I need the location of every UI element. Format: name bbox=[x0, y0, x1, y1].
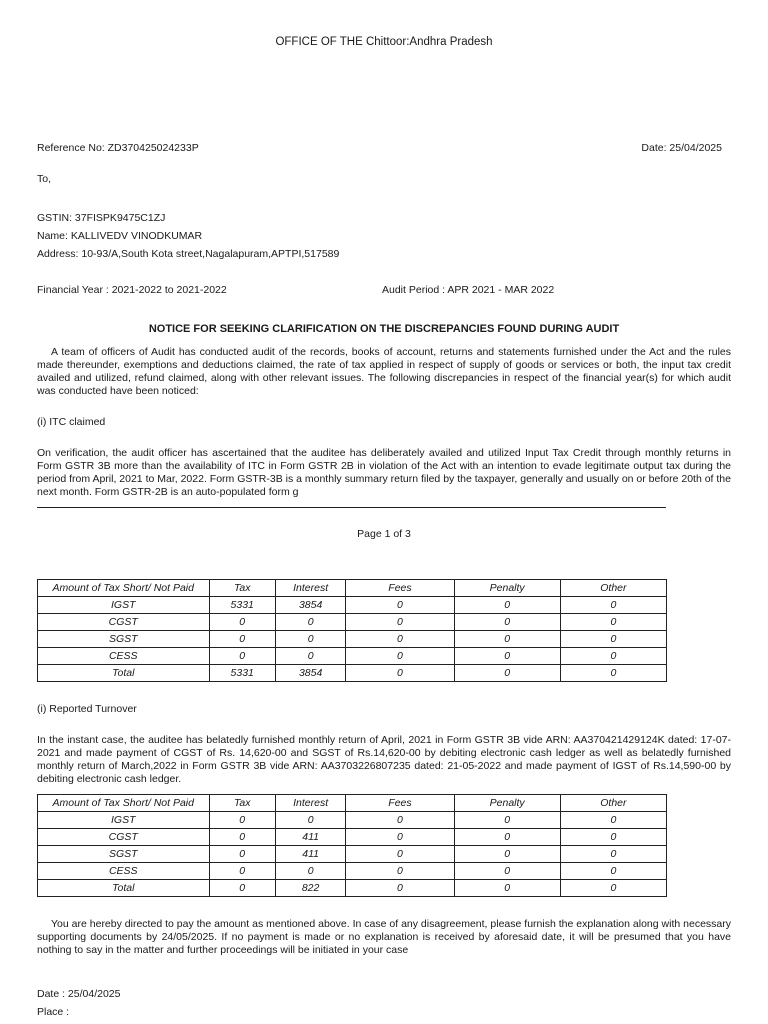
table-header-cell: Tax bbox=[209, 795, 275, 812]
table-header-cell: Fees bbox=[346, 795, 454, 812]
tax-table-body bbox=[38, 580, 667, 682]
table-cell: 0 bbox=[346, 631, 454, 648]
table-cell: 0 bbox=[346, 863, 454, 880]
table-cell: 411 bbox=[275, 829, 345, 846]
page-number: Page 1 of 3 bbox=[357, 528, 411, 540]
table-cell: 0 bbox=[560, 880, 666, 897]
section-itc-heading: (i) ITC claimed bbox=[37, 416, 106, 428]
table-cell: 0 bbox=[275, 631, 345, 648]
table-row bbox=[38, 665, 667, 682]
tax-table-turnover bbox=[37, 794, 667, 897]
table-cell: 0 bbox=[209, 829, 275, 846]
table-cell: 0 bbox=[560, 614, 666, 631]
table-cell: CESS bbox=[38, 648, 210, 665]
table-cell: 0 bbox=[560, 665, 666, 682]
table-cell: 0 bbox=[275, 812, 345, 829]
table-cell: 0 bbox=[209, 812, 275, 829]
table-cell: 0 bbox=[454, 614, 560, 631]
table-cell: IGST bbox=[38, 597, 210, 614]
table-cell: 0 bbox=[454, 812, 560, 829]
table-cell: 0 bbox=[560, 812, 666, 829]
table-cell: SGST bbox=[38, 631, 210, 648]
gstin: GSTIN: 37FISPK9475C1ZJ bbox=[37, 212, 166, 224]
table-cell: 0 bbox=[275, 648, 345, 665]
table-cell: 0 bbox=[346, 614, 454, 631]
table-cell: 3854 bbox=[275, 597, 345, 614]
table-row bbox=[38, 880, 667, 897]
table-cell: 0 bbox=[454, 648, 560, 665]
audit-period: Audit Period : APR 2021 - MAR 2022 bbox=[382, 284, 555, 296]
footer-date: Date : 25/04/2025 bbox=[37, 988, 121, 1000]
taxpayer-name: Name: KALLIVEDV VINODKUMAR bbox=[37, 230, 203, 242]
table-cell: 0 bbox=[346, 846, 454, 863]
table-cell: 5331 bbox=[209, 597, 275, 614]
table-cell: 0 bbox=[275, 614, 345, 631]
table-row bbox=[38, 597, 667, 614]
table-cell: 0 bbox=[560, 863, 666, 880]
table-cell: Total bbox=[38, 880, 210, 897]
section-turnover-heading: (i) Reported Turnover bbox=[37, 703, 137, 715]
table-cell: 0 bbox=[209, 614, 275, 631]
table-cell: 0 bbox=[560, 846, 666, 863]
table-header-cell: Interest bbox=[275, 795, 345, 812]
table-cell: IGST bbox=[38, 812, 210, 829]
table-header-row bbox=[38, 580, 667, 597]
table-row bbox=[38, 648, 667, 665]
table-cell: 0 bbox=[209, 846, 275, 863]
table-header-cell: Fees bbox=[346, 580, 454, 597]
table-cell: 0 bbox=[275, 863, 345, 880]
table-header-cell: Penalty bbox=[454, 580, 560, 597]
table-cell: 0 bbox=[560, 829, 666, 846]
table-cell: 0 bbox=[454, 829, 560, 846]
table-header-cell: Other bbox=[560, 795, 666, 812]
table-cell: CESS bbox=[38, 863, 210, 880]
table-cell: 0 bbox=[454, 880, 560, 897]
table-row bbox=[38, 614, 667, 631]
table-cell: 0 bbox=[560, 597, 666, 614]
table-cell: 0 bbox=[346, 880, 454, 897]
table-cell: Total bbox=[38, 665, 210, 682]
table-header-cell: Amount of Tax Short/ Not Paid bbox=[38, 795, 210, 812]
table-row bbox=[38, 812, 667, 829]
table-cell: 0 bbox=[346, 648, 454, 665]
table-cell: 411 bbox=[275, 846, 345, 863]
table-cell: 0 bbox=[560, 631, 666, 648]
taxpayer-address: Address: 10-93/A,South Kota street,Nagalapuram,APTPI,517589 bbox=[37, 248, 340, 260]
table-row bbox=[38, 863, 667, 880]
page-divider bbox=[37, 507, 666, 508]
table-header-row bbox=[38, 795, 667, 812]
tax-table-itc bbox=[37, 579, 667, 682]
financial-year: Financial Year : 2021-2022 to 2021-2022 bbox=[37, 284, 227, 296]
section-turnover-paragraph: In the instant case, the auditee has belatedly furnished monthly return of April, 2021 in Form GSTR 3B vide ARN: AA370421429124K dated: 17-07-2021 and made payment of CGST of Rs. 14,620-00 and SGST of Rs.14,620-00 by debiting electronic cash ledger as well as belatedly furnished monthly return of March,2022 in Form GSTR 3B vide ARN: AA3703226807235 dated: 21-05-2022 and made payment of IGST of Rs.14,590-00 by debiting electronic cash ledger. bbox=[37, 734, 731, 785]
table-cell: 0 bbox=[209, 863, 275, 880]
table-header-cell: Interest bbox=[275, 580, 345, 597]
table-cell: 0 bbox=[454, 863, 560, 880]
intro-paragraph: A team of officers of Audit has conducted audit of the records, books of account, returns and statements furnished under the Act and the rules made thereunder, exemptions and deductions claimed, the rate of tax applied in respect of supply of goods or services or both, the input tax credit availed and utilized, refund claimed, along with other relevant issues. The following discrepancies in respect of the financial year(s) for which audit was conducted have been noticed: bbox=[37, 346, 731, 397]
table-cell: 0 bbox=[346, 665, 454, 682]
table-header-cell: Other bbox=[560, 580, 666, 597]
table-cell: CGST bbox=[38, 829, 210, 846]
table-cell: SGST bbox=[38, 846, 210, 863]
table-row bbox=[38, 829, 667, 846]
table-cell: 822 bbox=[275, 880, 345, 897]
notice-title: NOTICE FOR SEEKING CLARIFICATION ON THE DISCREPANCIES FOUND DURING AUDIT bbox=[148, 323, 620, 335]
table-cell: 0 bbox=[346, 597, 454, 614]
table-cell: 0 bbox=[209, 880, 275, 897]
table-cell: 0 bbox=[454, 631, 560, 648]
table-header-cell: Tax bbox=[209, 580, 275, 597]
table-cell: 0 bbox=[454, 597, 560, 614]
footer-place: Place : bbox=[37, 1006, 70, 1018]
table-header-cell: Penalty bbox=[454, 795, 560, 812]
closing-paragraph: You are hereby directed to pay the amount as mentioned above. In case of any disagreement, please furnish the explanation along with necessary supporting documents by 24/05/2025. If no payment is made or no explanation is received by aforesaid date, it will be presumed that you have nothing to say in the matter and further proceedings will be initiated in your case bbox=[37, 918, 731, 956]
table-cell: 3854 bbox=[275, 665, 345, 682]
table-cell: 0 bbox=[346, 829, 454, 846]
office-heading: OFFICE OF THE Chittoor:Andhra Pradesh bbox=[275, 36, 493, 48]
table-cell: 0 bbox=[454, 665, 560, 682]
table-cell: 0 bbox=[209, 648, 275, 665]
reference-number: Reference No: ZD370425024233P bbox=[37, 142, 199, 154]
table-row bbox=[38, 631, 667, 648]
section-itc-paragraph: On verification, the audit officer has ascertained that the auditee has deliberately availed and utilized Input Tax Credit through monthly returns in Form GSTR 3B more than the availability of ITC in Form GSTR 2B in violation of the Act with an intention to evade legitimate output tax during the period from April, 2021 to Mar, 2022. Form GSTR-3B is a monthly summary return filed by the taxpayer, generally and usually on or before 20th of the next month. Form GSTR-2B is an auto-populated form g bbox=[37, 447, 731, 498]
table-cell: 0 bbox=[209, 631, 275, 648]
table-cell: CGST bbox=[38, 614, 210, 631]
table-cell: 0 bbox=[560, 648, 666, 665]
table-row bbox=[38, 846, 667, 863]
table-cell: 0 bbox=[346, 812, 454, 829]
table-header-cell: Amount of Tax Short/ Not Paid bbox=[38, 580, 210, 597]
tax-table-body bbox=[38, 795, 667, 897]
to-label: To, bbox=[37, 173, 52, 185]
table-cell: 0 bbox=[454, 846, 560, 863]
table-cell: 5331 bbox=[209, 665, 275, 682]
notice-date: Date: 25/04/2025 bbox=[641, 142, 722, 154]
